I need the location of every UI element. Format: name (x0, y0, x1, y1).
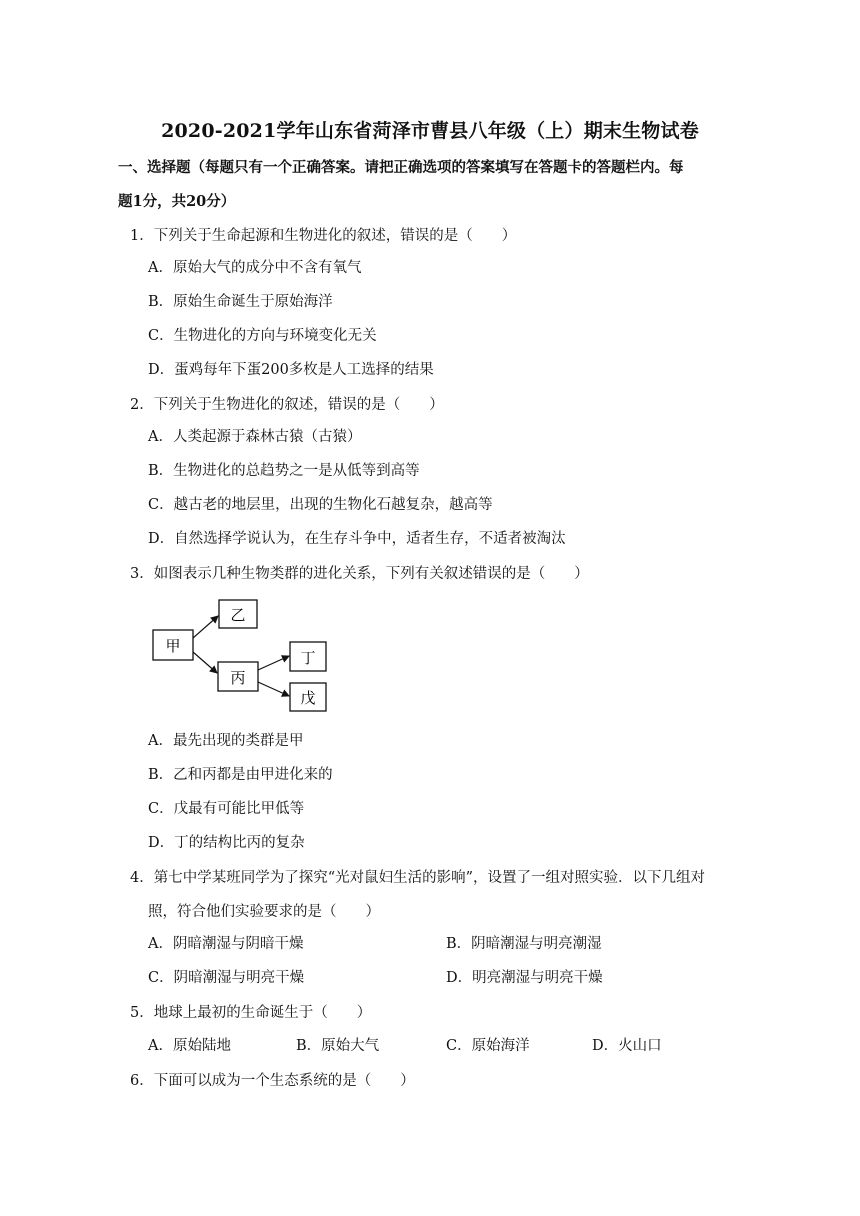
question-3-option-d: D．丁的结构比丙的复杂 (148, 835, 305, 851)
question-5-option-a: A．原始陆地 (148, 1038, 231, 1054)
question-2-option-c: C．越古老的地层里，出现的生物化石越复杂，越高等 (148, 497, 493, 513)
question-3-option-a: A．最先出现的类群是甲 (148, 733, 304, 749)
question-5-option-c: C．原始海洋 (446, 1038, 530, 1054)
question-2-option-d: D．自然选择学说认为，在生存斗争中，适者生存，不适者被淘汰 (148, 531, 566, 547)
question-2-option-b: B．生物进化的总趋势之一是从低等到高等 (148, 463, 420, 479)
diagram-label-jia: 甲 (165, 637, 181, 655)
question-1-option-b: B．原始生命诞生于原始海洋 (148, 294, 333, 310)
question-3-option-c: C．戊最有可能比甲低等 (148, 801, 305, 817)
question-5-option-d: D．火山口 (592, 1038, 662, 1054)
question-4-stem-line-2: 照，符合他们实验要求的是（ ） (148, 904, 380, 920)
question-4-option-d: D．明亮潮湿与明亮干燥 (446, 970, 603, 986)
diagram-label-ding: 丁 (300, 649, 316, 667)
question-4-option-a: A．阴暗潮湿与阴暗干燥 (148, 936, 304, 952)
question-1-option-c: C．生物进化的方向与环境变化无关 (148, 328, 377, 344)
diagram-arrow-jia-yi (193, 616, 218, 638)
section-heading-line-2: 题1分，共20分） (118, 193, 236, 210)
question-1-option-a: A．原始大气的成分中不含有氧气 (148, 260, 362, 276)
question-4-option-b: B．阴暗潮湿与明亮潮湿 (446, 936, 602, 952)
diagram-arrow-bing-wu (258, 682, 289, 696)
question-3-stem: 3．如图表示几种生物类群的进化关系，下列有关叙述错误的是（ ） (130, 566, 589, 582)
question-2-option-a: A．人类起源于森林古猿（古猿） (148, 429, 362, 445)
question-1-stem: 1．下列关于生命起源和生物进化的叙述，错误的是（ ） (130, 228, 517, 244)
diagram-label-wu: 戊 (300, 689, 316, 707)
diagram-label-bing: 丙 (230, 669, 246, 687)
question-3-option-b: B．乙和丙都是由甲进化来的 (148, 767, 333, 783)
question-5-stem: 5．地球上最初的生命诞生于（ ） (130, 1005, 372, 1021)
question-4-option-c: C．阴暗潮湿与明亮干燥 (148, 970, 305, 986)
question-5-option-b: B．原始大气 (296, 1038, 380, 1054)
question-6-stem: 6．下面可以成为一个生态系统的是（ ） (130, 1073, 415, 1089)
question-4-stem-line-1: 4．第七中学某班同学为了探究“光对鼠妇生活的影响”，设置了一组对照实验．以下几组对 (130, 870, 706, 886)
question-1-option-d: D．蛋鸡每年下蛋200多枚是人工选择的结果 (148, 362, 434, 378)
diagram-arrow-bing-ding (258, 656, 289, 670)
question-2-stem: 2．下列关于生物进化的叙述，错误的是（ ） (130, 397, 444, 413)
diagram-arrow-jia-bing (193, 652, 217, 673)
page-title: 2020-2021学年山东省菏泽市曹县八年级（上）期末生物试卷 (161, 120, 699, 142)
evolution-diagram (150, 598, 330, 714)
diagram-label-yi: 乙 (230, 606, 246, 624)
section-heading-line-1: 一、选择题（每题只有一个正确答案。请把正确选项的答案填写在答题卡的答题栏内。每 (118, 159, 684, 176)
